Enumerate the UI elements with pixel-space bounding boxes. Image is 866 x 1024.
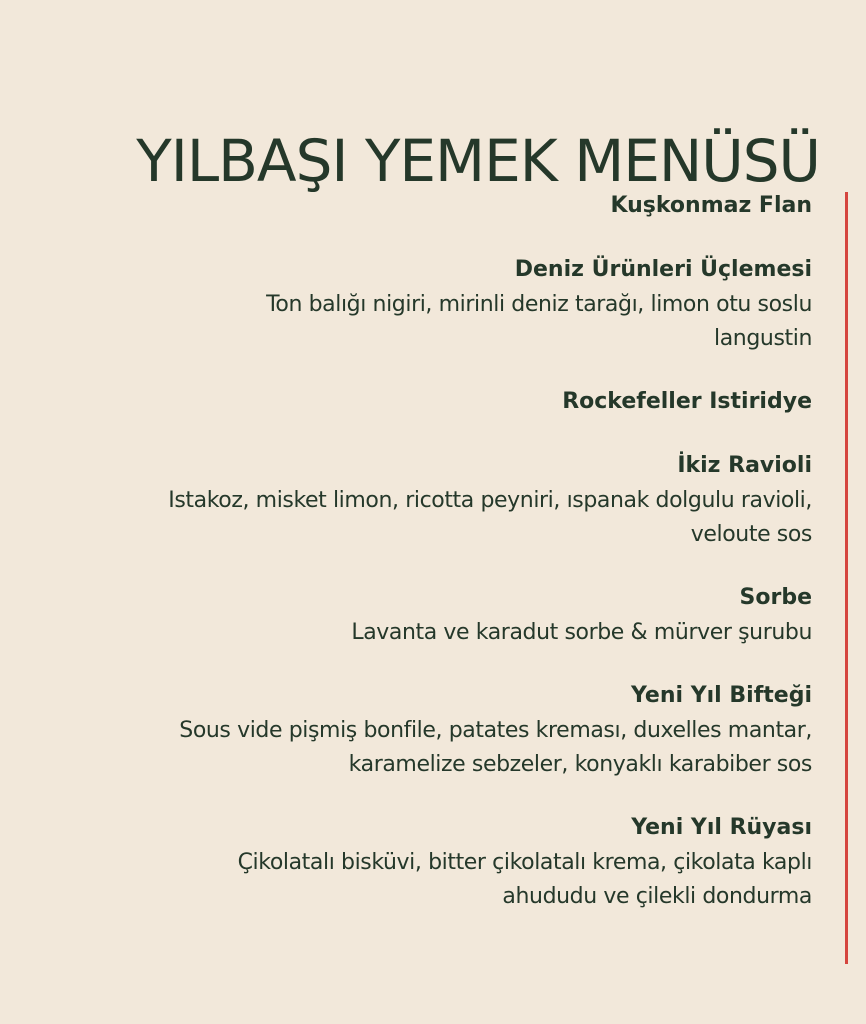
menu-item-description-line: Istakoz, misket limon, ricotta peyniri, ıspanak dolgulu ravioli, xyxy=(168,488,812,513)
menu-item-description-line: Çikolatalı bisküvi, bitter çikolatalı krema, çikolata kaplı xyxy=(237,850,812,875)
menu-item xyxy=(0,252,812,356)
menu-item-name: Sorbe xyxy=(739,585,812,610)
menu-item-name: Rockefeller Istiridye xyxy=(562,389,812,414)
menu-item xyxy=(0,678,812,782)
menu-title: YILBAŞI YEMEK MENÜSÜ xyxy=(136,126,820,195)
menu-item-description-line: ahududu ve çilekli dondurma xyxy=(502,884,812,909)
menu-item-description-line: Sous vide pişmiş bonfile, patates kreması, duxelles mantar, xyxy=(179,718,812,743)
menu-item-description-line: karamelize sebzeler, konyaklı karabiber sos xyxy=(348,752,812,777)
menu-item xyxy=(0,448,812,552)
menu-item-name: Deniz Ürünleri Üçlemesi xyxy=(514,257,812,282)
menu-list xyxy=(0,188,812,942)
menu-item-description-line: Ton balığı nigiri, mirinli deniz tarağı, limon otu soslu xyxy=(266,292,812,317)
menu-item-name: İkiz Ravioli xyxy=(677,453,812,478)
accent-divider-line xyxy=(845,192,848,964)
menu-item-description-line: Lavanta ve karadut sorbe & mürver şurubu xyxy=(351,620,812,645)
menu-item xyxy=(0,188,812,224)
menu-item-name: Yeni Yıl Rüyası xyxy=(631,815,812,840)
menu-item-name: Yeni Yıl Bifteği xyxy=(631,683,812,708)
menu-item-name: Kuşkonmaz Flan xyxy=(610,193,812,218)
menu-item-description-line: veloute sos xyxy=(690,522,812,547)
menu-item xyxy=(0,580,812,650)
menu-item-description-line: langustin xyxy=(714,326,812,351)
menu-item xyxy=(0,810,812,914)
menu-item xyxy=(0,384,812,420)
